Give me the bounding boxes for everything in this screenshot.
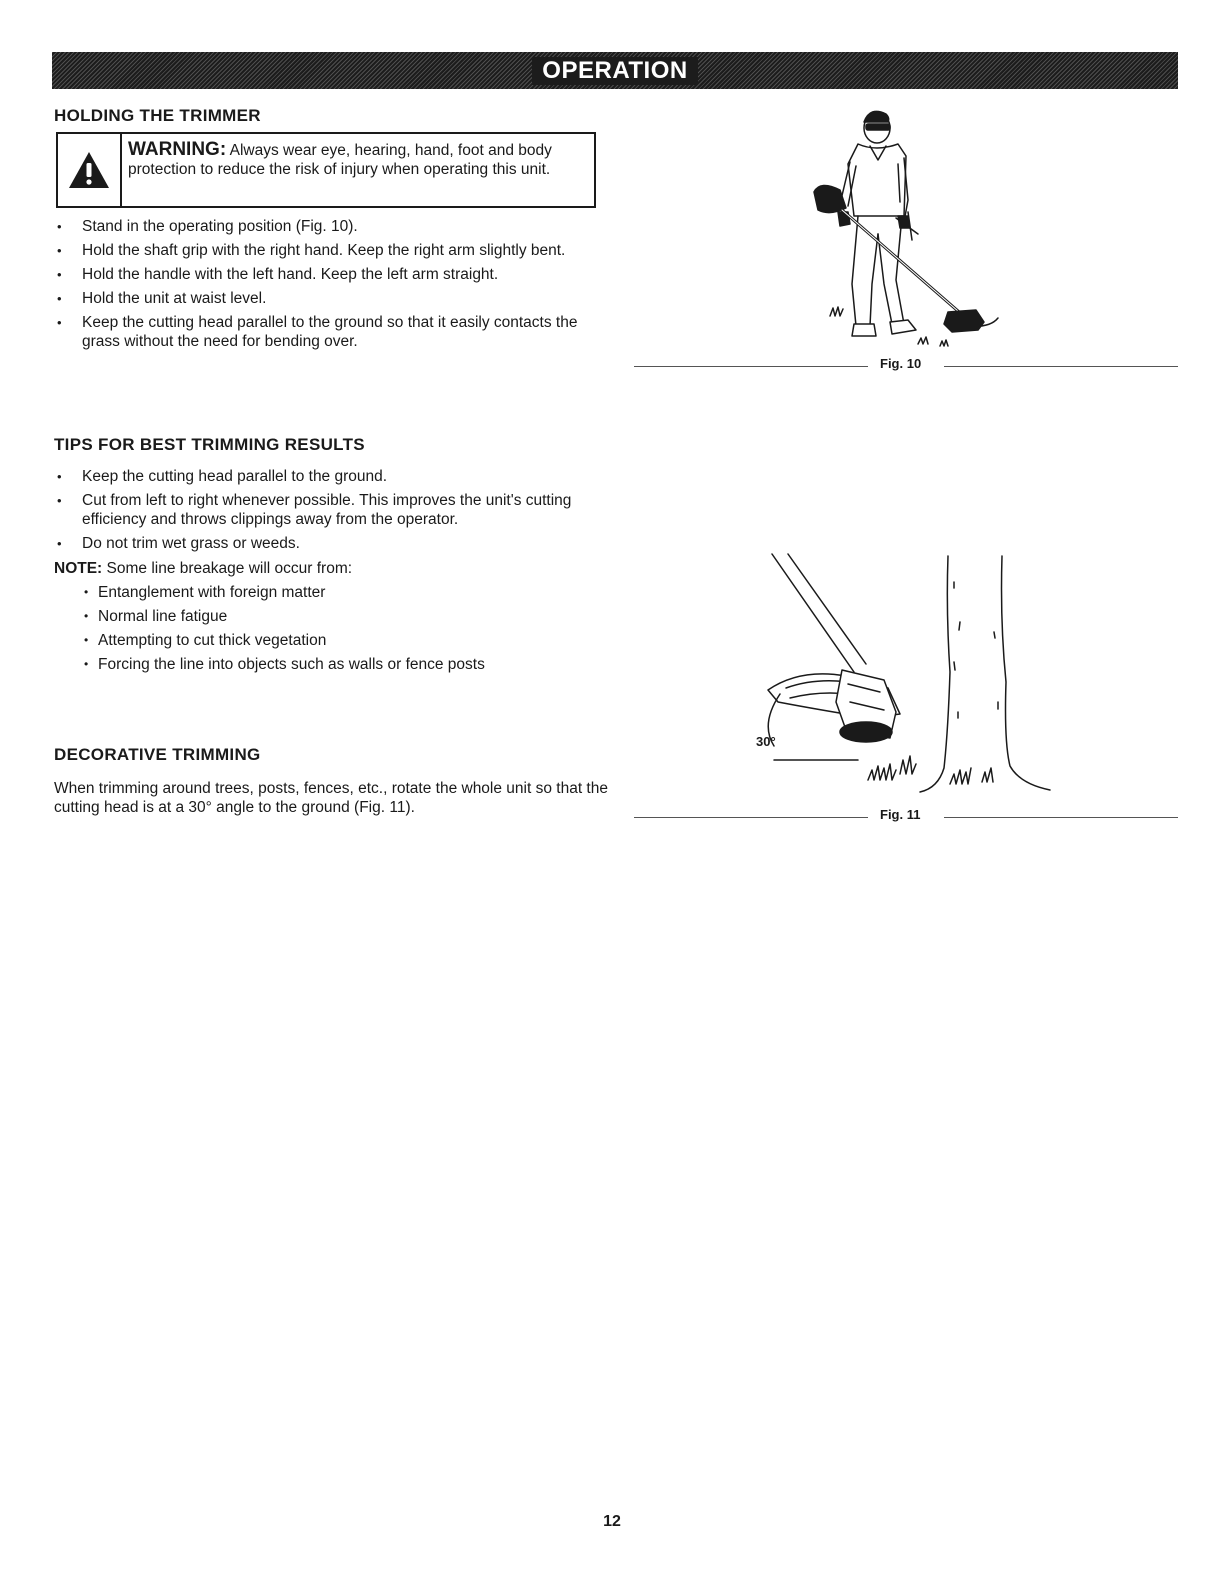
fig10-caption: Fig. 10 — [880, 356, 922, 371]
section-title: OPERATION — [532, 57, 697, 85]
fig10-rule-right — [944, 366, 1178, 367]
decorative-heading: DECORATIVE TRIMMING — [54, 745, 261, 764]
section-banner — [52, 52, 1178, 89]
decorative-text: When trimming around trees, posts, fences, etc., rotate the whole unit so that the cutting head is at a 30° angle to the ground (Fig. 11). — [54, 780, 608, 816]
list-item: • Keep the cutting head parallel to the ground. — [56, 467, 616, 486]
fig10-illustration — [800, 104, 1020, 354]
list-item: • Forcing the line into objects such as walls or fence posts — [82, 655, 622, 674]
note-line — [54, 559, 352, 578]
holding-list — [56, 217, 596, 356]
warning-message — [122, 134, 594, 206]
note-label: NOTE: — [54, 560, 103, 577]
tips-heading: TIPS FOR BEST TRIMMING RESULTS — [54, 435, 365, 454]
note-list — [82, 583, 622, 679]
warning-triangle-icon — [67, 150, 111, 190]
fig10-rule-left — [634, 366, 868, 367]
fig11-angle-label: 30° — [756, 734, 776, 749]
fig11-rule-left — [634, 817, 868, 818]
list-item: • Do not trim wet grass or weeds. — [56, 534, 616, 553]
note-text: Some line breakage will occur from: — [106, 560, 353, 577]
warning-text: Always wear eye, hearing, hand, foot and body protection to reduce the risk of injury when operating this unit. — [128, 142, 552, 178]
holding-heading: HOLDING THE TRIMMER — [54, 106, 261, 125]
tips-list — [56, 467, 616, 558]
list-item: • Hold the handle with the left hand. Keep the left arm straight. — [56, 265, 596, 284]
list-item: • Hold the shaft grip with the right hand. Keep the right arm slightly bent. — [56, 241, 596, 260]
list-item: • Stand in the operating position (Fig. 10). — [56, 217, 596, 236]
list-item: • Attempting to cut thick vegetation — [82, 631, 622, 650]
warning-box — [56, 132, 596, 208]
fig11-rule-right — [944, 817, 1178, 818]
list-item: • Normal line fatigue — [82, 607, 622, 626]
warning-icon-cell — [58, 134, 122, 206]
fig11-caption: Fig. 11 — [880, 807, 921, 822]
list-item: • Hold the unit at waist level. — [56, 289, 596, 308]
list-item: • Keep the cutting head parallel to the ground so that it easily contacts the grass without the need for bending over. — [56, 313, 596, 351]
fig11-illustration — [750, 552, 1070, 798]
warning-label: WARNING: — [128, 139, 227, 160]
list-item: • Cut from left to right whenever possible. This improves the unit's cutting efficiency and throws clippings away from the operator. — [56, 491, 616, 529]
list-item: • Entanglement with foreign matter — [82, 583, 622, 602]
page-number: 12 — [603, 1513, 621, 1530]
